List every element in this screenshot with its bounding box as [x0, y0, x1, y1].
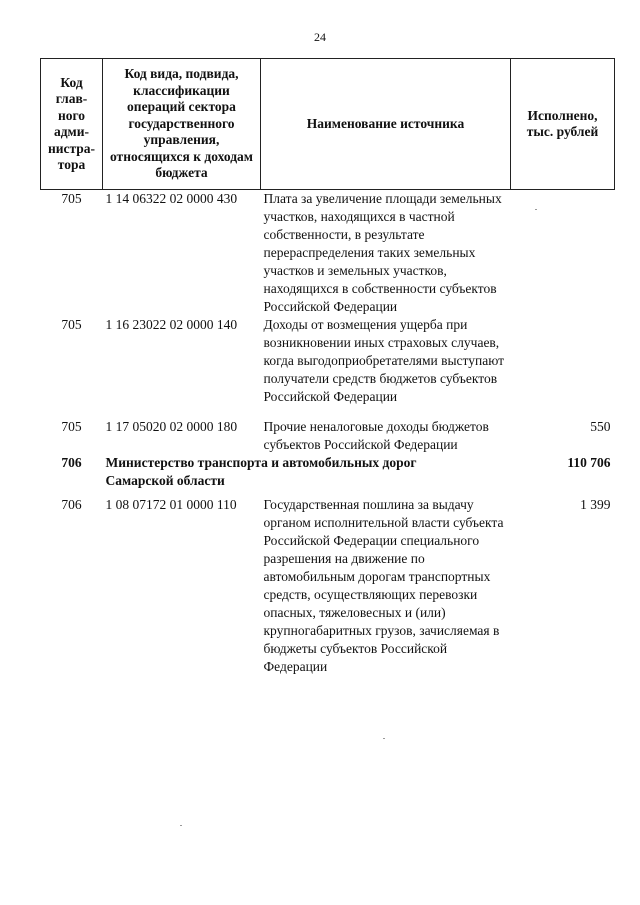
scan-speck: [383, 738, 385, 739]
amount-cell: 550: [590, 419, 611, 434]
scan-speck: [180, 825, 182, 826]
budget-table: [40, 58, 615, 676]
admin-code-cell: 706: [61, 455, 82, 470]
source-name-cell: Доходы от возмещения ущерба при возникновении иных страховых случаев, когда выгодоприобретателями выступают получатели средств бюджетов субъектов Российской Федерации: [263, 317, 505, 404]
table-row: [41, 316, 615, 418]
header-admin-code: Код глав-ного адми-нистра-тора: [41, 59, 103, 190]
classification-code-cell: 1 08 07172 01 0000 110: [105, 497, 237, 512]
header-source-name: Наименование источника: [261, 59, 511, 190]
table-row: [41, 418, 615, 454]
admin-code-cell: 706: [61, 497, 82, 512]
header-classification-code: Код вида, подвида, классификации операций сектора государственного управления, относящихся к доходам бюджета: [103, 59, 261, 190]
scan-speck: [535, 209, 537, 210]
classification-code-cell: 1 14 06322 02 0000 430: [105, 191, 238, 206]
admin-code-cell: 705: [61, 419, 82, 434]
amount-cell: [511, 190, 615, 317]
header-executed: Исполнено, тыс. рублей: [511, 59, 615, 190]
classification-code-cell: 1 17 05020 02 0000 180: [105, 419, 238, 434]
table-row: [41, 190, 615, 317]
admin-code-cell: 705: [61, 317, 82, 332]
classification-code-cell: 1 16 23022 02 0000 140: [105, 317, 238, 332]
amount-cell: [511, 316, 615, 418]
admin-code-cell: 705: [61, 191, 82, 206]
source-name-cell: Государственная пошлина за выдачу органом исполнительной власти субъекта Российской Федерации специального разрешения на движение по автомобильным дорогам транспортных средств, осуществляющих перевозки опасных, тяжеловесных и (или) крупногабаритных грузов, зачисляемая в бюджеты субъектов Российской Федерации: [263, 497, 504, 674]
source-name-cell: Плата за увеличение площади земельных участков, находящихся в частной собственности, в результате перераспределения таких земельных участков и земельных участков, находящихся в собственности субъектов Российской Федерации: [263, 191, 502, 314]
table-header-row: [41, 59, 615, 190]
amount-cell: 1 399: [580, 497, 611, 512]
page-number: 24: [314, 30, 326, 44]
amount-cell: 110 706: [567, 455, 611, 470]
ministry-name-cell: Министерство транспорта и автомобильных дорог Самарской области: [105, 455, 417, 488]
table-row-ministry: [41, 454, 615, 490]
source-name-cell: Прочие неналоговые доходы бюджетов субъектов Российской Федерации: [263, 419, 489, 452]
table-row: [41, 490, 615, 676]
